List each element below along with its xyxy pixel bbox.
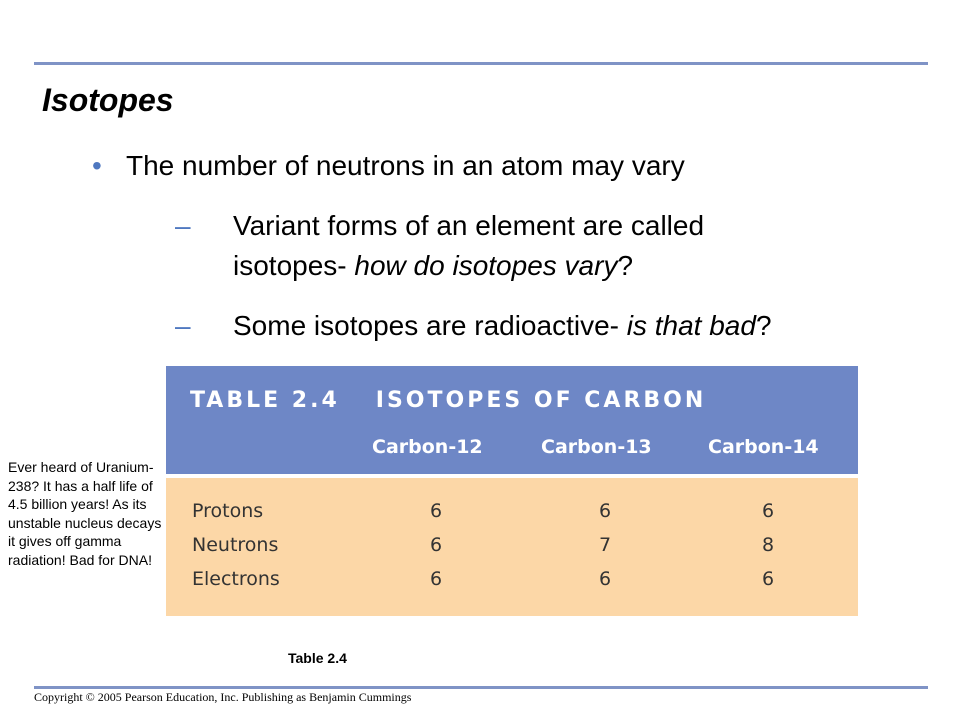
table-heading: ISOTOPES OF CARBON	[375, 388, 707, 413]
sub-point-variants	[175, 206, 704, 286]
bullet-point	[92, 150, 685, 182]
bottom-divider	[34, 686, 928, 689]
side-note: Ever heard of Uranium- 238? It has a half life of 4.5 billion years! As its unstable nucleus decays it gives off gamma radiation! Bad for DNA!	[8, 459, 162, 568]
sub-point-text: isotopes-	[233, 250, 355, 281]
sub-point-text: Some isotopes are radioactive-	[233, 310, 627, 341]
dash-marker: –	[175, 310, 191, 341]
table-cell: 6	[429, 568, 443, 590]
sub-point-emphasis: is that bad	[626, 310, 756, 341]
table-title	[190, 388, 706, 413]
row-label: Protons	[192, 500, 264, 522]
table-cell: 6	[429, 500, 443, 522]
column-header: Carbon-14	[708, 436, 819, 458]
sub-point-emphasis: how do isotopes vary	[354, 250, 618, 281]
table-cell: 6	[598, 500, 612, 522]
table-cell: 8	[761, 534, 775, 556]
slide-title: Isotopes	[42, 82, 174, 118]
table-cell: 6	[429, 534, 443, 556]
top-divider	[34, 62, 928, 65]
bullet-marker: •	[92, 150, 102, 181]
dash-marker: –	[175, 210, 191, 241]
column-header: Carbon-13	[541, 436, 652, 458]
table-caption: Table 2.4	[288, 650, 347, 666]
sub-point-text: ?	[617, 250, 634, 281]
isotopes-table	[166, 366, 858, 616]
table-cell: 6	[761, 500, 775, 522]
table-header	[166, 366, 858, 474]
row-label: Neutrons	[192, 534, 279, 556]
table-cell: 7	[598, 534, 612, 556]
bullet-text: The number of neutrons in an atom may vary	[126, 150, 685, 181]
table-cell: 6	[598, 568, 612, 590]
sub-point-text: ?	[755, 310, 772, 341]
table-body	[166, 478, 858, 616]
copyright-text: Copyright © 2005 Pearson Education, Inc. Publishing as Benjamin Cummings	[34, 690, 412, 704]
column-header: Carbon-12	[372, 436, 483, 458]
table-number: TABLE 2.4	[190, 388, 340, 413]
row-label: Electrons	[192, 568, 280, 590]
sub-point-radioactive	[175, 306, 772, 346]
table-cell: 6	[761, 568, 775, 590]
sub-point-text: Variant forms of an element are called	[233, 210, 705, 241]
